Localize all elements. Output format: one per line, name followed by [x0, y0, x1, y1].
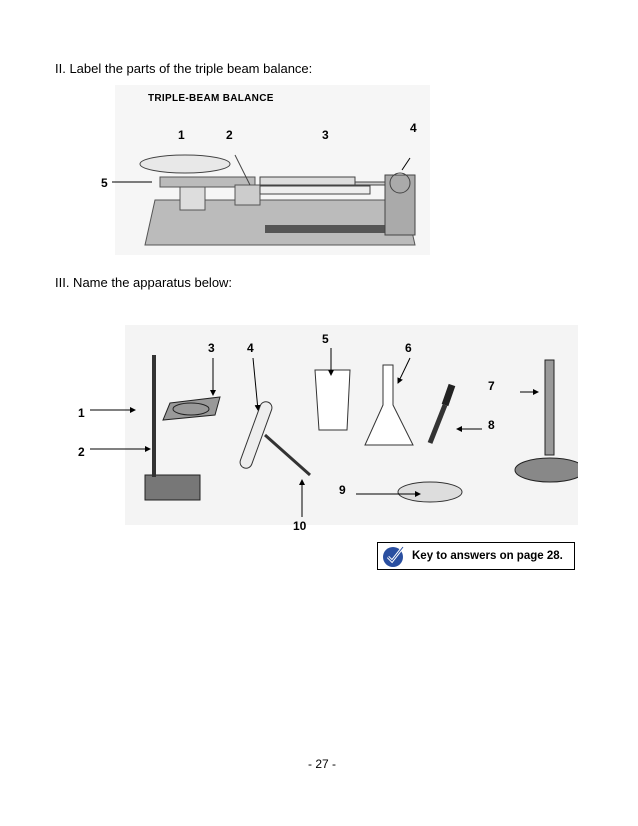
apparatus-label-3: 3	[208, 341, 215, 355]
apparatus-label-2: 2	[78, 445, 85, 459]
section-2-heading: II. Label the parts of the triple beam balance:	[55, 61, 313, 76]
balance-label-2: 2	[226, 128, 233, 142]
apparatus-label-9: 9	[339, 483, 346, 497]
apparatus-label-10: 10	[293, 519, 307, 533]
balance-label-5: 5	[101, 176, 108, 190]
apparatus-label-8: 8	[488, 418, 495, 432]
apparatus-label-4: 4	[247, 341, 254, 355]
apparatus-label-5: 5	[322, 332, 329, 346]
section-3-heading: III. Name the apparatus below:	[55, 275, 233, 290]
answer-key-text: Key to answers on page 28.	[412, 550, 563, 562]
apparatus-label-6: 6	[405, 341, 412, 355]
balance-label-1: 1	[178, 128, 185, 142]
figure-title: TRIPLE-BEAM BALANCE	[148, 93, 274, 104]
checkmark-icon	[382, 544, 406, 568]
answer-key-box	[377, 542, 575, 570]
balance-label-4: 4	[410, 121, 417, 135]
apparatus-label-7: 7	[488, 379, 495, 393]
page-number: - 27 -	[308, 757, 337, 771]
apparatus-label-1: 1	[78, 406, 85, 420]
balance-label-3: 3	[322, 128, 329, 142]
